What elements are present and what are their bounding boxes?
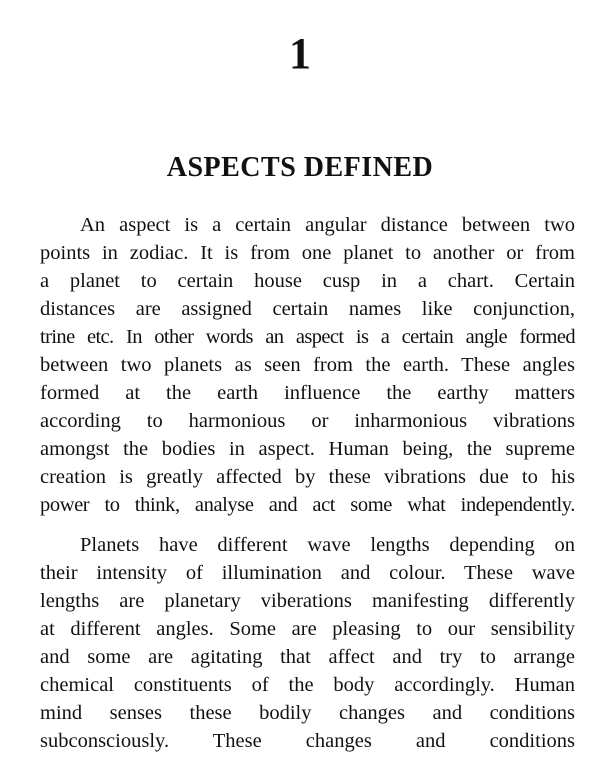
text-line: creation is greatly affected by these vibrations due to his (40, 466, 575, 488)
chapter-title: ASPECTS DEFINED (166, 152, 434, 183)
text-line: between two planets as seen from the earth. These angles (40, 354, 575, 376)
text-line: distances are assigned certain names like conjunction, (40, 298, 575, 320)
text-line: formed at the earth influence the earthy matters (40, 382, 575, 404)
text-line: An aspect is a certain angular distance between two (80, 214, 575, 236)
paragraph-1 (40, 211, 575, 519)
text-line: points in zodiac. It is from one planet to another or from (40, 242, 575, 264)
text-line: their intensity of illumination and colour. These wave (40, 562, 575, 584)
text-line: a planet to certain house cusp in a chart. Certain (40, 270, 575, 292)
paragraph-2 (40, 531, 575, 755)
text-line: power to think, analyse and act some what independently. (40, 494, 575, 516)
body-text (40, 211, 575, 767)
chapter-number: 1 (289, 29, 311, 78)
text-line: chemical constituents of the body accordingly. Human (40, 674, 575, 696)
text-line: according to harmonious or inharmonious vibrations (40, 410, 575, 432)
text-line: trine etc. In other words an aspect is a certain angle formed (40, 326, 575, 348)
text-line: Planets have different wave lengths depending on (80, 534, 575, 556)
text-line: and some are agitating that affect and try to arrange (40, 646, 575, 668)
text-line: subconsciously. These changes and conditions (40, 730, 575, 752)
text-line: lengths are planetary viberations manifesting differently (40, 590, 575, 612)
text-line: at different angles. Some are pleasing to our sensibility (40, 618, 575, 640)
text-line: amongst the bodies in aspect. Human being, the supreme (40, 438, 575, 460)
text-line: mind senses these bodily changes and conditions (40, 702, 575, 724)
